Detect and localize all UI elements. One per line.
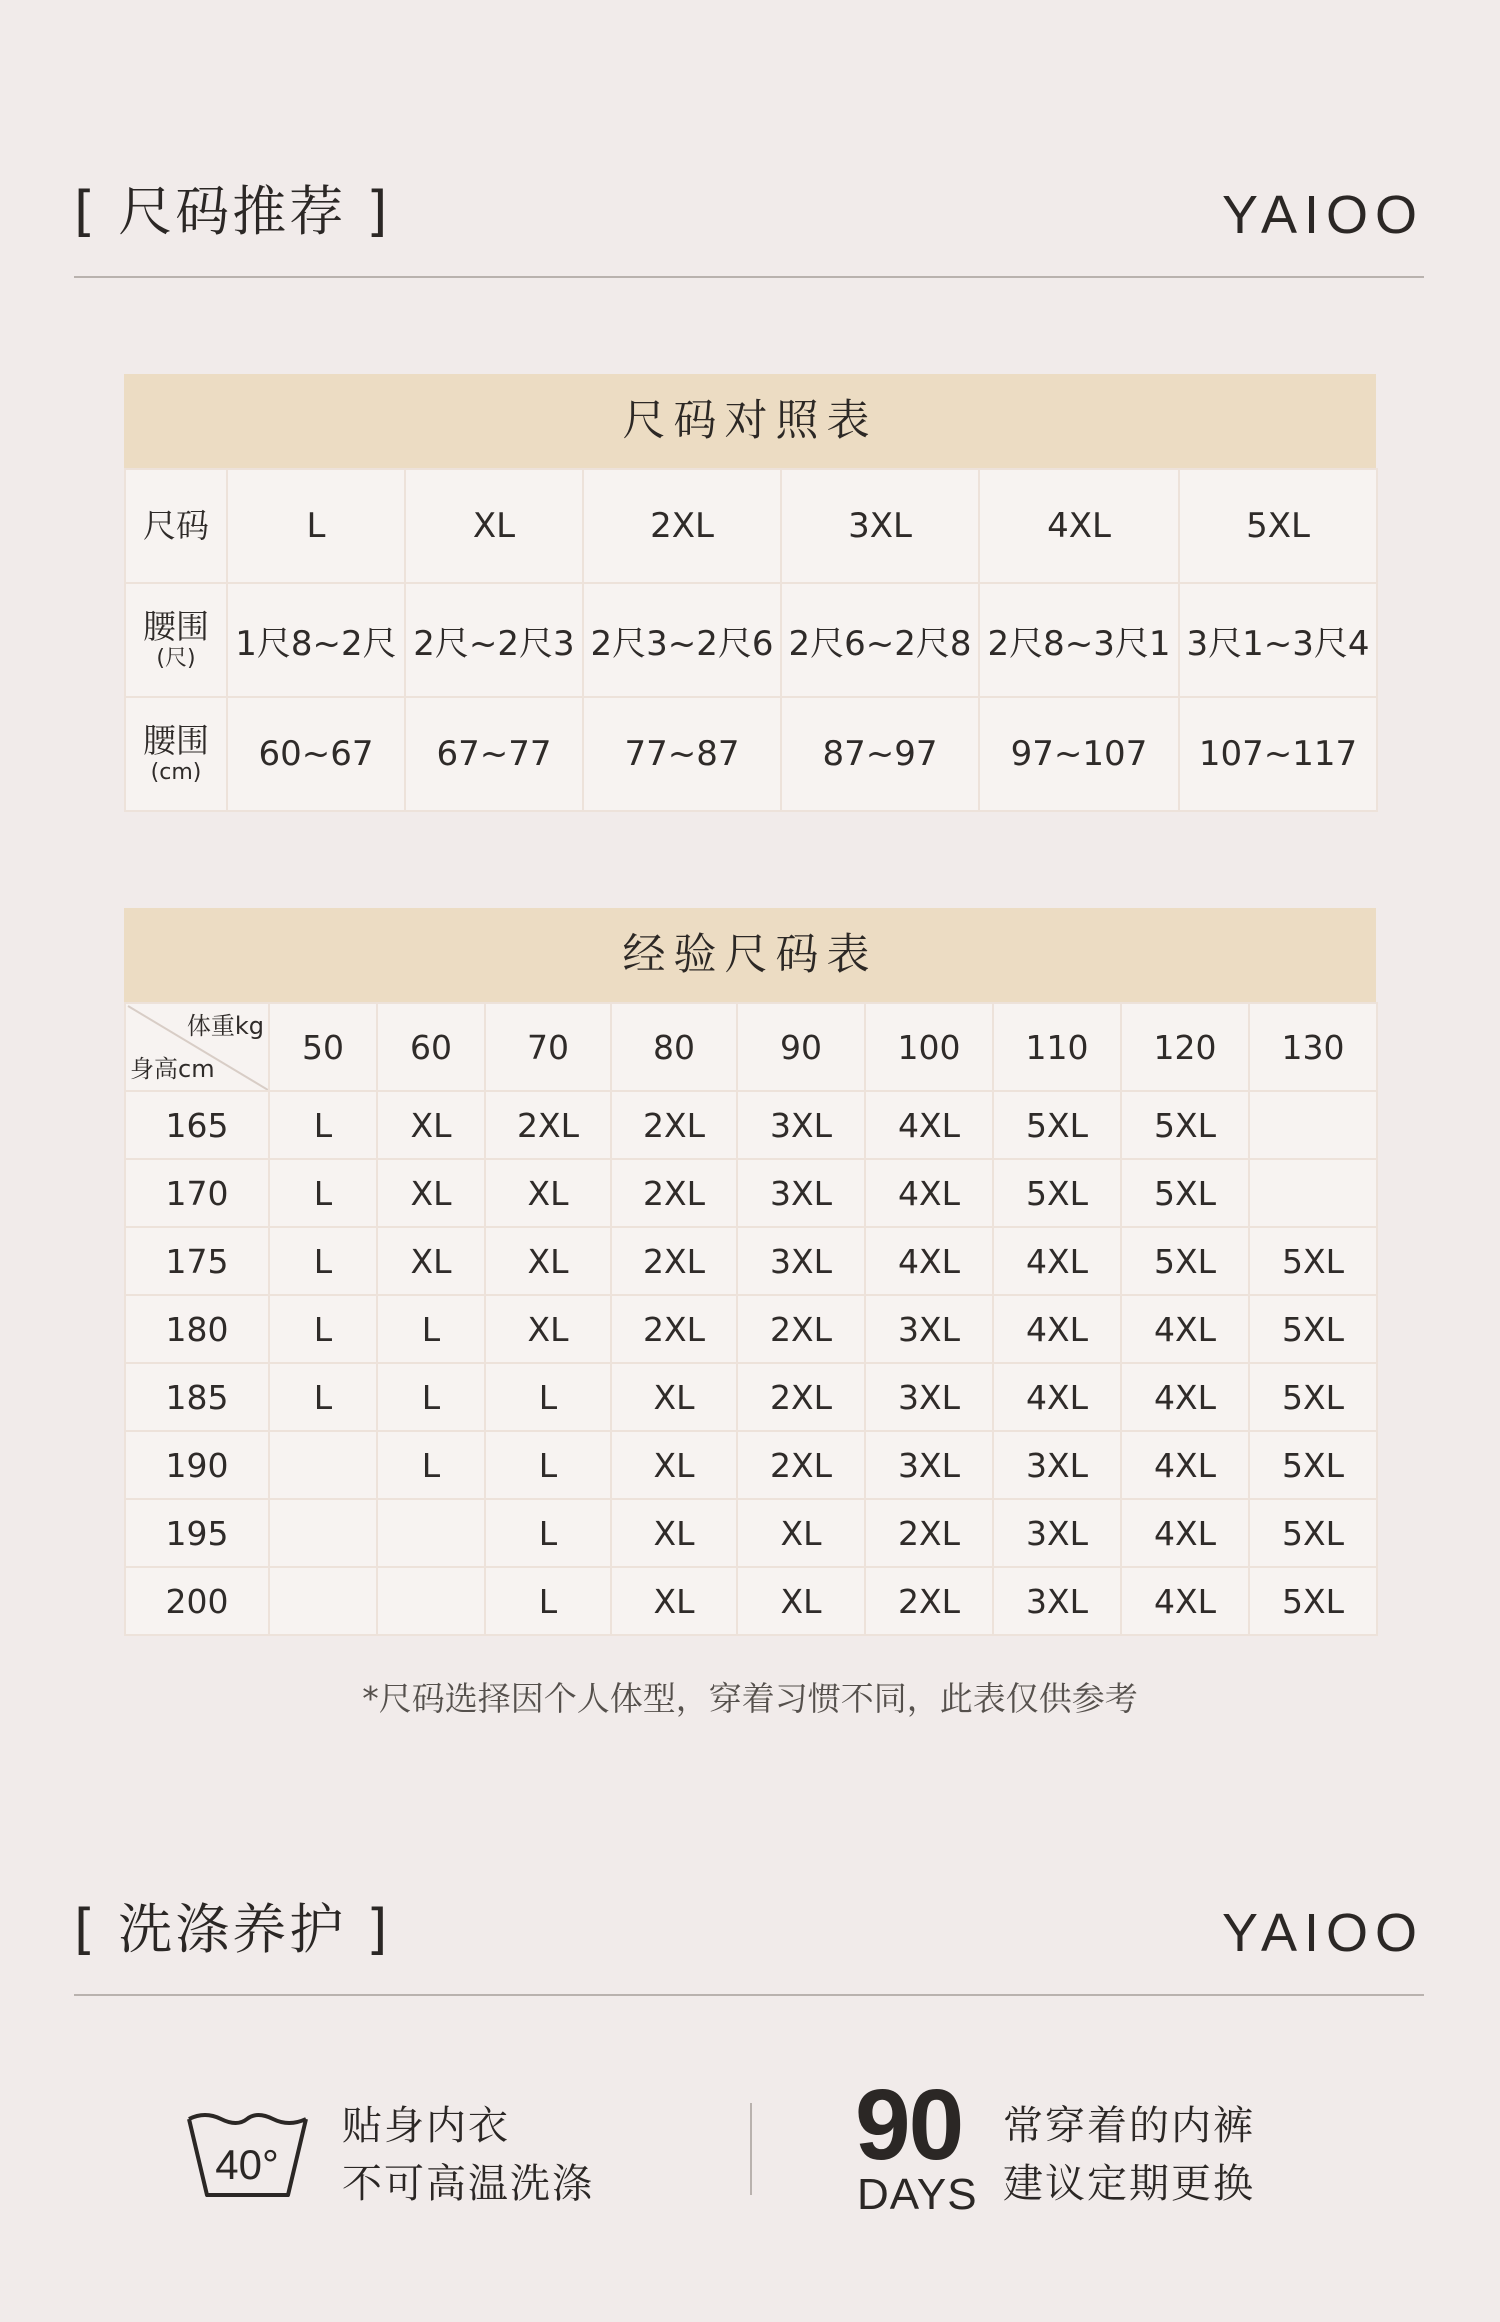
size-section-title: [ 尺码推荐 ] — [74, 180, 391, 243]
size-cell: 2XL — [737, 1431, 865, 1499]
waist-cell: 87~97 — [781, 697, 979, 811]
height-cell: 200 — [125, 1567, 269, 1635]
size-cell: XL — [737, 1567, 865, 1635]
size-chart-title: 尺码对照表 — [124, 374, 1376, 468]
experience-chart-table — [124, 1002, 1378, 1636]
table-row — [125, 1227, 1377, 1295]
care-right-line1: 常穿着的内裤 — [1003, 2103, 1255, 2149]
size-cell: 2XL — [485, 1091, 611, 1159]
size-cell: L — [485, 1363, 611, 1431]
size-cell: 4XL — [865, 1227, 993, 1295]
size-cell: 5XL — [1179, 469, 1377, 583]
size-cell — [377, 1567, 485, 1635]
weight-header-cell: 120 — [1121, 1003, 1249, 1091]
size-cell: 3XL — [865, 1295, 993, 1363]
table-row — [125, 1431, 1377, 1499]
size-cell: 4XL — [993, 1227, 1121, 1295]
height-cell: 185 — [125, 1363, 269, 1431]
size-section-header — [74, 180, 1424, 278]
waist-cm-row — [125, 697, 1377, 811]
size-cell: 3XL — [865, 1363, 993, 1431]
size-cell — [269, 1567, 377, 1635]
waist-chi-label — [125, 583, 227, 697]
care-left-text — [342, 2097, 594, 2213]
waist-cm-label — [125, 697, 227, 811]
size-cell: L — [377, 1363, 485, 1431]
care-info — [0, 2069, 1500, 2219]
size-cell: 3XL — [737, 1159, 865, 1227]
size-note: *尺码选择因个人体型，穿着习惯不同，此表仅供参考 — [362, 1679, 1138, 1718]
size-cell: L — [269, 1363, 377, 1431]
size-cell — [269, 1431, 377, 1499]
height-cell: 195 — [125, 1499, 269, 1567]
size-cell — [377, 1499, 485, 1567]
waist-cell: 2尺~2尺3 — [405, 583, 583, 697]
size-cell: L — [269, 1159, 377, 1227]
size-cell: 4XL — [865, 1159, 993, 1227]
waist-unit: (尺) — [156, 646, 196, 672]
size-cell: 4XL — [1121, 1431, 1249, 1499]
experience-chart-title: 经验尺码表 — [124, 908, 1376, 1002]
waist-cell: 2尺3~2尺6 — [583, 583, 781, 697]
size-cell: XL — [377, 1159, 485, 1227]
weight-header-cell: 50 — [269, 1003, 377, 1091]
size-cell: XL — [485, 1227, 611, 1295]
days-number: 90 — [855, 2069, 963, 2181]
corner-cell — [125, 1003, 269, 1091]
wash-40-icon — [185, 2105, 310, 2200]
brand-logo: YAIOO — [1221, 185, 1424, 245]
weight-header-cell: 70 — [485, 1003, 611, 1091]
size-cell: L — [485, 1567, 611, 1635]
waist-label: 腰围 — [143, 721, 209, 761]
size-cell — [1249, 1091, 1377, 1159]
brand-logo: YAIOO — [1221, 1903, 1424, 1963]
weight-header-cell: 60 — [377, 1003, 485, 1091]
size-cell: 2XL — [611, 1091, 737, 1159]
size-cell: 3XL — [993, 1499, 1121, 1567]
size-cell: 3XL — [993, 1567, 1121, 1635]
size-cell: 3XL — [865, 1431, 993, 1499]
size-cell: XL — [737, 1499, 865, 1567]
waist-chi-row — [125, 583, 1377, 697]
size-cell: 3XL — [781, 469, 979, 583]
table-row — [125, 1363, 1377, 1431]
size-cell: L — [227, 469, 405, 583]
size-cell: L — [269, 1227, 377, 1295]
size-cell: 5XL — [993, 1091, 1121, 1159]
size-cell: 2XL — [611, 1295, 737, 1363]
size-cell: 5XL — [1121, 1091, 1249, 1159]
size-cell: 3XL — [993, 1431, 1121, 1499]
size-cell: 2XL — [583, 469, 781, 583]
weight-header-row — [125, 1003, 1377, 1091]
waist-cell: 97~107 — [979, 697, 1179, 811]
table-row — [125, 1295, 1377, 1363]
size-cell: 4XL — [1121, 1295, 1249, 1363]
size-cell: 4XL — [1121, 1363, 1249, 1431]
size-cell — [1249, 1159, 1377, 1227]
waist-cell: 2尺6~2尺8 — [781, 583, 979, 697]
care-right-line2: 建议定期更换 — [1003, 2161, 1255, 2207]
waist-cell: 67~77 — [405, 697, 583, 811]
waist-unit: (cm) — [150, 760, 202, 786]
size-cell — [269, 1499, 377, 1567]
waist-cell: 60~67 — [227, 697, 405, 811]
weight-axis-label: 体重kg — [186, 1012, 264, 1040]
size-cell: 2XL — [737, 1295, 865, 1363]
size-cell: L — [377, 1431, 485, 1499]
size-cell: 2XL — [611, 1159, 737, 1227]
size-chart-table — [124, 468, 1378, 812]
size-cell: L — [485, 1499, 611, 1567]
waist-cell: 2尺8~3尺1 — [979, 583, 1179, 697]
weight-header-cell: 130 — [1249, 1003, 1377, 1091]
size-cell: 5XL — [1121, 1227, 1249, 1295]
size-row-label: 尺码 — [125, 469, 227, 583]
size-cell: 2XL — [611, 1227, 737, 1295]
size-cell: XL — [377, 1091, 485, 1159]
size-cell: XL — [405, 469, 583, 583]
size-cell: 4XL — [1121, 1567, 1249, 1635]
size-cell: XL — [611, 1499, 737, 1567]
care-divider — [750, 2103, 752, 2195]
size-cell: L — [485, 1431, 611, 1499]
height-cell: 190 — [125, 1431, 269, 1499]
height-axis-label: 身高cm — [130, 1055, 215, 1083]
table-row — [125, 1159, 1377, 1227]
size-cell: 5XL — [993, 1159, 1121, 1227]
size-cell: 2XL — [737, 1363, 865, 1431]
size-cell: 4XL — [979, 469, 1179, 583]
waist-label: 腰围 — [143, 607, 209, 647]
size-cell: XL — [611, 1363, 737, 1431]
weight-header-cell: 90 — [737, 1003, 865, 1091]
waist-cell: 1尺8~2尺 — [227, 583, 405, 697]
size-cell: 5XL — [1249, 1295, 1377, 1363]
size-cell: 4XL — [993, 1363, 1121, 1431]
table-row — [125, 1567, 1377, 1635]
size-row — [125, 469, 1377, 583]
size-cell: 5XL — [1249, 1227, 1377, 1295]
height-cell: 165 — [125, 1091, 269, 1159]
size-cell: L — [269, 1295, 377, 1363]
experience-chart — [124, 908, 1376, 1636]
size-cell: L — [269, 1091, 377, 1159]
size-cell: 5XL — [1249, 1499, 1377, 1567]
waist-cell: 107~117 — [1179, 697, 1377, 811]
height-cell: 170 — [125, 1159, 269, 1227]
size-cell: 2XL — [865, 1567, 993, 1635]
size-chart — [124, 374, 1376, 812]
care-section-title: [ 洗涤养护 ] — [74, 1898, 391, 1961]
size-cell: 4XL — [1121, 1499, 1249, 1567]
wash-temp: 40° — [215, 2141, 279, 2188]
size-cell: 5XL — [1249, 1363, 1377, 1431]
care-right-text — [1003, 2097, 1255, 2213]
table-row — [125, 1091, 1377, 1159]
table-row — [125, 1499, 1377, 1567]
size-cell: 2XL — [865, 1499, 993, 1567]
size-cell: XL — [611, 1431, 737, 1499]
size-cell: XL — [377, 1227, 485, 1295]
care-left-line1: 贴身内衣 — [342, 2103, 510, 2149]
waist-cell: 3尺1~3尺4 — [1179, 583, 1377, 697]
size-cell: XL — [485, 1295, 611, 1363]
size-cell: 4XL — [865, 1091, 993, 1159]
care-section-header — [74, 1898, 1424, 1996]
weight-header-cell: 110 — [993, 1003, 1121, 1091]
waist-cell: 77~87 — [583, 697, 781, 811]
size-cell: 3XL — [737, 1227, 865, 1295]
size-cell: 5XL — [1249, 1567, 1377, 1635]
weight-header-cell: 80 — [611, 1003, 737, 1091]
care-left-line2: 不可高温洗涤 — [342, 2161, 594, 2207]
size-cell: 3XL — [737, 1091, 865, 1159]
size-cell: 5XL — [1249, 1431, 1377, 1499]
height-cell: 175 — [125, 1227, 269, 1295]
weight-header-cell: 100 — [865, 1003, 993, 1091]
days-label: DAYS — [857, 2170, 978, 2219]
size-cell: L — [377, 1295, 485, 1363]
height-cell: 180 — [125, 1295, 269, 1363]
size-cell: XL — [485, 1159, 611, 1227]
size-cell: XL — [611, 1567, 737, 1635]
size-cell: 4XL — [993, 1295, 1121, 1363]
size-cell: 5XL — [1121, 1159, 1249, 1227]
